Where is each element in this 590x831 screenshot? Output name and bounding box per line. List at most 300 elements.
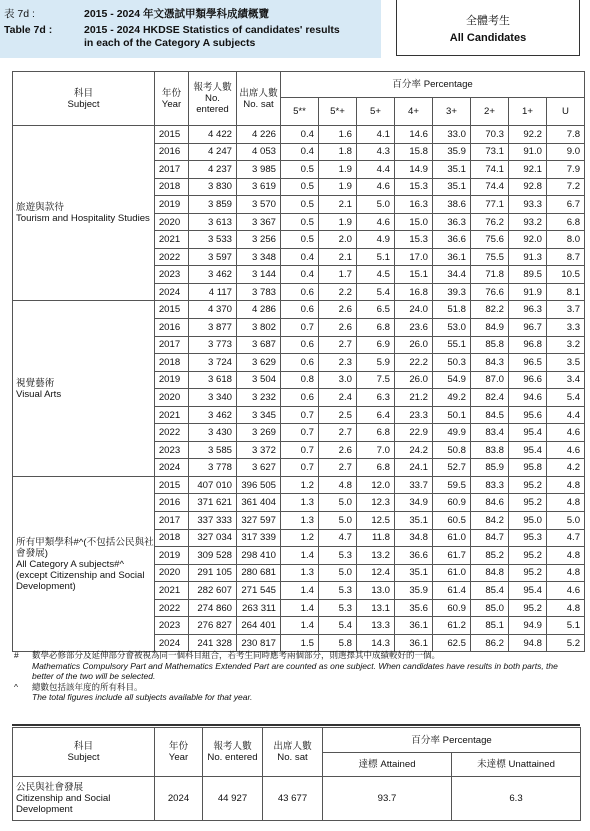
grade-1-cell: 92.1 — [509, 161, 547, 179]
grade-5ss-cell: 1.4 — [281, 582, 319, 600]
grade-5-cell: 11.8 — [357, 529, 395, 547]
year-cell: 2018 — [155, 178, 189, 196]
year-cell: 2022 — [155, 599, 189, 617]
grade-5ss-cell: 1.4 — [281, 547, 319, 565]
grade-header: 2+ — [471, 98, 509, 126]
grade-5s-cell: 2.2 — [319, 283, 357, 301]
grade-5-cell: 6.4 — [357, 406, 395, 424]
grade-5-cell: 7.5 — [357, 371, 395, 389]
sat-cell: 3 348 — [237, 248, 281, 266]
grade-3-cell: 55.1 — [433, 336, 471, 354]
table-number-en: Table 7d : — [4, 24, 53, 36]
entered-cell: 4 117 — [189, 283, 237, 301]
grade-header: 3+ — [433, 98, 471, 126]
grade-5s-cell: 3.0 — [319, 371, 357, 389]
grade-1-cell: 91.9 — [509, 283, 547, 301]
grade-u-cell: 5.2 — [547, 634, 585, 652]
grade-5s-cell: 2.5 — [319, 406, 357, 424]
grade-5s-cell: 2.6 — [319, 441, 357, 459]
grade-4-cell: 34.8 — [395, 529, 433, 547]
grade-2-cell: 84.3 — [471, 354, 509, 372]
sat-cell: 3 570 — [237, 196, 281, 214]
grade-5s-cell: 5.0 — [319, 494, 357, 512]
grade-5ss-cell: 0.6 — [281, 283, 319, 301]
sat-cell: 3 144 — [237, 266, 281, 284]
grade-5-cell: 12.5 — [357, 512, 395, 530]
grade-5s-cell: 2.7 — [319, 459, 357, 477]
grade-3-cell: 51.8 — [433, 301, 471, 319]
year-cell: 2020 — [155, 213, 189, 231]
grade-5s-cell: 1.9 — [319, 178, 357, 196]
grade-3-cell: 36.1 — [433, 248, 471, 266]
table-row — [13, 476, 585, 494]
grade-4-cell: 23.6 — [395, 319, 433, 337]
csd-sat-header: 出席人數 No. sat — [263, 728, 323, 777]
year-cell: 2016 — [155, 143, 189, 161]
grade-4-cell: 21.2 — [395, 389, 433, 407]
grade-u-cell: 5.1 — [547, 617, 585, 635]
sat-cell: 3 629 — [237, 354, 281, 372]
grade-5s-cell: 4.7 — [319, 529, 357, 547]
grade-5ss-cell: 1.3 — [281, 494, 319, 512]
grade-3-cell: 50.8 — [433, 441, 471, 459]
title-en-line-2: in each of the Category A subjects — [84, 37, 256, 49]
entered-cell: 3 533 — [189, 231, 237, 249]
grade-1-cell: 91.3 — [509, 248, 547, 266]
grade-1-cell: 92.8 — [509, 178, 547, 196]
grade-2-cell: 71.8 — [471, 266, 509, 284]
footnote-mark: ^ — [14, 681, 18, 692]
grade-u-cell: 7.2 — [547, 178, 585, 196]
year-cell: 2021 — [155, 582, 189, 600]
subject-name-zh: 所有甲類學科#^(不包括公民與社會發展) — [16, 536, 154, 559]
grade-4-cell: 33.7 — [395, 476, 433, 494]
year-cell: 2021 — [155, 231, 189, 249]
grade-5ss-cell: 0.7 — [281, 441, 319, 459]
grade-u-cell: 4.8 — [547, 547, 585, 565]
entered-cell: 3 618 — [189, 371, 237, 389]
grade-header: 4+ — [395, 98, 433, 126]
grade-5ss-cell: 1.3 — [281, 564, 319, 582]
grade-5ss-cell: 0.7 — [281, 406, 319, 424]
grade-5s-cell: 5.0 — [319, 512, 357, 530]
grade-u-cell: 3.4 — [547, 371, 585, 389]
grade-4-cell: 14.9 — [395, 161, 433, 179]
year-cell: 2023 — [155, 441, 189, 459]
grade-3-cell: 38.6 — [433, 196, 471, 214]
csd-subject-cell: 公民與社會發展 Citizenship and Social Development — [13, 777, 155, 821]
grade-3-cell: 60.9 — [433, 494, 471, 512]
grade-u-cell: 3.2 — [547, 336, 585, 354]
grade-2-cell: 82.2 — [471, 301, 509, 319]
grade-5-cell: 12.3 — [357, 494, 395, 512]
grade-2-cell: 84.2 — [471, 512, 509, 530]
grade-1-cell: 95.2 — [509, 599, 547, 617]
entered-cell: 3 830 — [189, 178, 237, 196]
sat-cell: 264 401 — [237, 617, 281, 635]
grade-u-cell: 7.9 — [547, 161, 585, 179]
footnote-hash-zh: 數學必修部分及延伸部分會被視為同一個科目組合，若考生同時應考兩個部分，則選擇其中成績較好的一個。 — [32, 650, 441, 660]
grade-5-cell: 4.1 — [357, 126, 395, 144]
year-cell: 2019 — [155, 196, 189, 214]
grade-2-cell: 83.3 — [471, 476, 509, 494]
grade-u-cell: 4.6 — [547, 582, 585, 600]
grade-1-cell: 94.6 — [509, 389, 547, 407]
csd-attained-cell: 93.7 — [323, 777, 452, 821]
grade-2-cell: 77.1 — [471, 196, 509, 214]
grade-1-cell: 95.4 — [509, 441, 547, 459]
sat-cell: 3 345 — [237, 406, 281, 424]
entered-cell: 337 333 — [189, 512, 237, 530]
entered-cell: 3 773 — [189, 336, 237, 354]
footnote-hash — [12, 650, 580, 682]
grade-5-cell: 4.9 — [357, 231, 395, 249]
grade-5ss-cell: 0.7 — [281, 459, 319, 477]
grade-5s-cell: 5.8 — [319, 634, 357, 652]
grade-2-cell: 84.9 — [471, 319, 509, 337]
grade-5-cell: 4.3 — [357, 143, 395, 161]
table-number-zh: 表 7d : — [4, 8, 35, 20]
year-cell: 2019 — [155, 547, 189, 565]
grade-5-cell: 6.3 — [357, 389, 395, 407]
grade-5ss-cell: 0.4 — [281, 248, 319, 266]
year-cell: 2024 — [155, 634, 189, 652]
grade-1-cell: 91.0 — [509, 143, 547, 161]
grade-5s-cell: 2.7 — [319, 336, 357, 354]
footnotes — [12, 650, 580, 703]
grade-u-cell: 5.0 — [547, 512, 585, 530]
grade-5ss-cell: 1.3 — [281, 512, 319, 530]
grade-5-cell: 6.8 — [357, 459, 395, 477]
grade-2-cell: 75.6 — [471, 231, 509, 249]
sat-cell: 3 619 — [237, 178, 281, 196]
grade-5ss-cell: 0.7 — [281, 424, 319, 442]
csd-year-header: 年份 Year — [155, 728, 203, 777]
grade-1-cell: 92.0 — [509, 231, 547, 249]
year-cell: 2020 — [155, 389, 189, 407]
grade-3-cell: 60.5 — [433, 512, 471, 530]
grade-5-cell: 14.3 — [357, 634, 395, 652]
subject-name-zh: 旅遊與款待 — [16, 202, 64, 214]
sat-cell: 263 311 — [237, 599, 281, 617]
table-row — [13, 301, 585, 319]
sat-cell: 230 817 — [237, 634, 281, 652]
grade-3-cell: 61.0 — [433, 529, 471, 547]
grade-header: 1+ — [509, 98, 547, 126]
grade-2-cell: 85.4 — [471, 582, 509, 600]
title-en-line-1: 2015 - 2024 HKDSE Statistics of candidates' results — [84, 24, 340, 36]
subject-cell — [13, 476, 155, 651]
grade-3-cell: 52.7 — [433, 459, 471, 477]
grade-4-cell: 15.0 — [395, 213, 433, 231]
grade-1-cell: 96.8 — [509, 336, 547, 354]
grade-3-cell: 36.3 — [433, 213, 471, 231]
csd-attained-header: 達標 Attained — [323, 753, 452, 777]
grade-5ss-cell: 0.8 — [281, 371, 319, 389]
grade-u-cell: 4.8 — [547, 564, 585, 582]
grade-5s-cell: 2.0 — [319, 231, 357, 249]
grade-1-cell: 96.7 — [509, 319, 547, 337]
grade-5s-cell: 5.3 — [319, 599, 357, 617]
grade-u-cell: 4.6 — [547, 441, 585, 459]
year-cell: 2017 — [155, 512, 189, 530]
grade-2-cell: 84.5 — [471, 406, 509, 424]
entered-cell: 3 462 — [189, 406, 237, 424]
grade-4-cell: 35.9 — [395, 582, 433, 600]
grade-2-cell: 76.6 — [471, 283, 509, 301]
sat-cell: 317 339 — [237, 529, 281, 547]
grade-2-cell: 86.2 — [471, 634, 509, 652]
grade-1-cell: 95.6 — [509, 406, 547, 424]
grade-3-cell: 49.9 — [433, 424, 471, 442]
year-cell: 2024 — [155, 459, 189, 477]
grade-5s-cell: 2.1 — [319, 248, 357, 266]
year-cell: 2017 — [155, 336, 189, 354]
grade-5ss-cell: 1.2 — [281, 529, 319, 547]
csd-entered-cell: 44 927 — [203, 777, 263, 821]
grade-2-cell: 85.2 — [471, 547, 509, 565]
grade-u-cell: 3.5 — [547, 354, 585, 372]
grade-3-cell: 33.0 — [433, 126, 471, 144]
year-cell: 2015 — [155, 126, 189, 144]
grade-1-cell: 95.0 — [509, 512, 547, 530]
sat-cell: 3 504 — [237, 371, 281, 389]
entered-cell: 3 859 — [189, 196, 237, 214]
csd-subject-header: 科目 Subject — [13, 728, 155, 777]
year-cell: 2015 — [155, 301, 189, 319]
grade-u-cell: 4.8 — [547, 476, 585, 494]
year-header: 年份 Year — [155, 72, 189, 126]
grade-4-cell: 15.3 — [395, 231, 433, 249]
grade-5-cell: 13.3 — [357, 617, 395, 635]
grade-5ss-cell: 1.4 — [281, 599, 319, 617]
csd-percentage-header: 百分率 Percentage — [323, 728, 581, 753]
grade-5-cell: 5.1 — [357, 248, 395, 266]
table-title-banner — [0, 0, 381, 58]
results-table-header — [13, 72, 585, 126]
grade-4-cell: 26.0 — [395, 336, 433, 354]
entered-cell: 3 585 — [189, 441, 237, 459]
grade-5-cell: 5.9 — [357, 354, 395, 372]
grade-5ss-cell: 1.2 — [281, 476, 319, 494]
grade-4-cell: 35.6 — [395, 599, 433, 617]
percentage-header: 百分率 Percentage — [281, 72, 585, 98]
grade-4-cell: 36.1 — [395, 617, 433, 635]
grade-1-cell: 92.2 — [509, 126, 547, 144]
grade-3-cell: 39.3 — [433, 283, 471, 301]
year-cell: 2017 — [155, 161, 189, 179]
candidates-scope-box — [396, 0, 580, 56]
grade-5ss-cell: 0.7 — [281, 319, 319, 337]
sat-cell: 4 053 — [237, 143, 281, 161]
entered-cell: 3 597 — [189, 248, 237, 266]
grade-3-cell: 61.4 — [433, 582, 471, 600]
grade-5ss-cell: 0.5 — [281, 161, 319, 179]
grade-u-cell: 4.8 — [547, 494, 585, 512]
entered-cell: 274 860 — [189, 599, 237, 617]
entered-cell: 3 778 — [189, 459, 237, 477]
grade-5ss-cell: 0.5 — [281, 178, 319, 196]
entered-cell: 3 724 — [189, 354, 237, 372]
candidates-scope-zh: 全體考生 — [466, 15, 510, 27]
grade-2-cell: 84.6 — [471, 494, 509, 512]
entered-header: 報考人數 No. entered — [189, 72, 237, 126]
grade-u-cell: 8.1 — [547, 283, 585, 301]
grade-3-cell: 34.4 — [433, 266, 471, 284]
grade-5-cell: 4.5 — [357, 266, 395, 284]
grade-1-cell: 94.9 — [509, 617, 547, 635]
grade-1-cell: 93.3 — [509, 196, 547, 214]
grade-1-cell: 96.6 — [509, 371, 547, 389]
year-cell: 2016 — [155, 319, 189, 337]
csd-entered-header: 報考人數 No. entered — [203, 728, 263, 777]
grade-5ss-cell: 0.4 — [281, 126, 319, 144]
grade-u-cell: 4.7 — [547, 529, 585, 547]
grade-1-cell: 96.3 — [509, 301, 547, 319]
grade-u-cell: 4.4 — [547, 406, 585, 424]
grade-3-cell: 61.0 — [433, 564, 471, 582]
grade-5-cell: 4.4 — [357, 161, 395, 179]
grade-4-cell: 17.0 — [395, 248, 433, 266]
results-table — [12, 71, 585, 652]
sat-cell: 271 545 — [237, 582, 281, 600]
grade-5ss-cell: 1.5 — [281, 634, 319, 652]
table-row — [13, 777, 581, 821]
grade-u-cell: 6.7 — [547, 196, 585, 214]
sat-cell: 3 985 — [237, 161, 281, 179]
grade-5s-cell: 2.3 — [319, 354, 357, 372]
sat-cell: 3 256 — [237, 231, 281, 249]
entered-cell: 327 034 — [189, 529, 237, 547]
grade-3-cell: 50.1 — [433, 406, 471, 424]
entered-cell: 3 462 — [189, 266, 237, 284]
grade-u-cell: 7.8 — [547, 126, 585, 144]
entered-cell: 241 328 — [189, 634, 237, 652]
grade-4-cell: 36.1 — [395, 634, 433, 652]
grade-2-cell: 70.3 — [471, 126, 509, 144]
grade-4-cell: 15.1 — [395, 266, 433, 284]
entered-cell: 291 105 — [189, 564, 237, 582]
grade-1-cell: 95.2 — [509, 564, 547, 582]
entered-cell: 3 613 — [189, 213, 237, 231]
grade-4-cell: 15.3 — [395, 178, 433, 196]
grade-5ss-cell: 0.4 — [281, 266, 319, 284]
year-cell: 2024 — [155, 283, 189, 301]
grade-3-cell: 36.6 — [433, 231, 471, 249]
entered-cell: 276 827 — [189, 617, 237, 635]
grade-5s-cell: 2.4 — [319, 389, 357, 407]
grade-5ss-cell: 1.4 — [281, 617, 319, 635]
grade-4-cell: 34.9 — [395, 494, 433, 512]
grade-5-cell: 6.5 — [357, 301, 395, 319]
csd-unattained-cell: 6.3 — [452, 777, 581, 821]
sat-header: 出席人數 No. sat — [237, 72, 281, 126]
grade-2-cell: 82.4 — [471, 389, 509, 407]
grade-1-cell: 95.2 — [509, 547, 547, 565]
grade-3-cell: 35.1 — [433, 161, 471, 179]
grade-5s-cell: 2.6 — [319, 301, 357, 319]
sat-cell: 4 286 — [237, 301, 281, 319]
grade-3-cell: 61.7 — [433, 547, 471, 565]
grade-5-cell: 13.0 — [357, 582, 395, 600]
sat-cell: 4 226 — [237, 126, 281, 144]
grade-5ss-cell: 0.5 — [281, 213, 319, 231]
entered-cell: 4 247 — [189, 143, 237, 161]
sat-cell: 3 627 — [237, 459, 281, 477]
grade-5-cell: 5.0 — [357, 196, 395, 214]
grade-2-cell: 74.4 — [471, 178, 509, 196]
sat-cell: 3 232 — [237, 389, 281, 407]
results-table-body — [13, 126, 585, 652]
grade-header: 5*+ — [319, 98, 357, 126]
grade-u-cell: 3.3 — [547, 319, 585, 337]
grade-5ss-cell: 0.6 — [281, 354, 319, 372]
grade-2-cell: 84.8 — [471, 564, 509, 582]
grade-5s-cell: 5.3 — [319, 547, 357, 565]
grade-3-cell: 50.3 — [433, 354, 471, 372]
sat-cell: 3 372 — [237, 441, 281, 459]
grade-5-cell: 4.6 — [357, 213, 395, 231]
grade-5-cell: 7.0 — [357, 441, 395, 459]
grade-5-cell: 13.1 — [357, 599, 395, 617]
grade-1-cell: 94.8 — [509, 634, 547, 652]
grade-5ss-cell: 0.6 — [281, 389, 319, 407]
grade-4-cell: 23.3 — [395, 406, 433, 424]
grade-2-cell: 84.7 — [471, 529, 509, 547]
grade-1-cell: 95.3 — [509, 529, 547, 547]
entered-cell: 3 877 — [189, 319, 237, 337]
grade-5-cell: 4.6 — [357, 178, 395, 196]
footnote-hash-en: Mathematics Compulsory Part and Mathematics Extended Part are counted as one subject. When candidates have results in both parts, the better of the two will be selected. — [32, 660, 558, 681]
grade-1-cell: 96.5 — [509, 354, 547, 372]
grade-5ss-cell: 0.6 — [281, 301, 319, 319]
csd-year-cell: 2024 — [155, 777, 203, 821]
grade-2-cell: 73.1 — [471, 143, 509, 161]
grade-1-cell: 95.2 — [509, 476, 547, 494]
grade-5ss-cell: 0.5 — [281, 196, 319, 214]
subject-name-zh: 視覺藝術 — [16, 377, 55, 389]
grade-2-cell: 74.1 — [471, 161, 509, 179]
grade-5s-cell: 1.7 — [319, 266, 357, 284]
grade-3-cell: 53.0 — [433, 319, 471, 337]
year-cell: 2022 — [155, 248, 189, 266]
grade-5s-cell: 5.3 — [319, 582, 357, 600]
grade-5s-cell: 4.8 — [319, 476, 357, 494]
grade-5-cell: 12.4 — [357, 564, 395, 582]
csd-table — [12, 727, 581, 821]
entered-cell: 4 237 — [189, 161, 237, 179]
sat-cell: 396 505 — [237, 476, 281, 494]
grade-u-cell: 6.8 — [547, 213, 585, 231]
sat-cell: 298 410 — [237, 547, 281, 565]
sat-cell: 3 367 — [237, 213, 281, 231]
sat-cell: 327 597 — [237, 512, 281, 530]
grade-u-cell: 5.4 — [547, 389, 585, 407]
grade-3-cell: 60.9 — [433, 599, 471, 617]
grade-u-cell: 3.7 — [547, 301, 585, 319]
candidates-scope-en: All Candidates — [449, 32, 527, 44]
grade-3-cell: 59.5 — [433, 476, 471, 494]
sat-cell: 280 681 — [237, 564, 281, 582]
grade-4-cell: 15.8 — [395, 143, 433, 161]
grade-5-cell: 6.8 — [357, 319, 395, 337]
entered-cell: 282 607 — [189, 582, 237, 600]
entered-cell: 4 422 — [189, 126, 237, 144]
grade-1-cell: 95.8 — [509, 459, 547, 477]
year-cell: 2021 — [155, 406, 189, 424]
entered-cell: 3 340 — [189, 389, 237, 407]
sat-cell: 3 783 — [237, 283, 281, 301]
